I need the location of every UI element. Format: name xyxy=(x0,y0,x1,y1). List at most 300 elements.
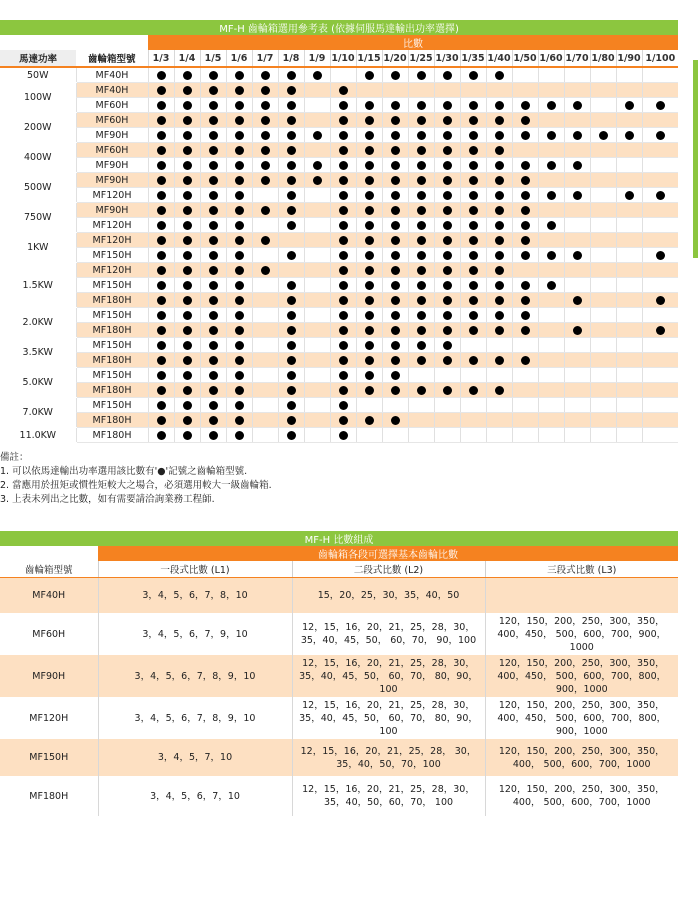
ratio-cell xyxy=(382,398,408,413)
availability-dot xyxy=(287,431,296,440)
stage2-header: 二段式比數 (L2) xyxy=(292,561,485,578)
ratio-cell xyxy=(356,428,382,443)
availability-dot xyxy=(287,221,296,230)
availability-dot xyxy=(521,206,530,215)
ratio-cell xyxy=(564,368,590,383)
ratio-cell xyxy=(330,338,356,353)
availability-dot xyxy=(365,161,374,170)
composition-model-header: 齒輪箱型號 xyxy=(0,561,98,578)
availability-dot xyxy=(235,416,244,425)
availability-dot xyxy=(339,401,348,410)
ratio-cell xyxy=(460,158,486,173)
availability-dot xyxy=(261,176,270,185)
gearbox-model-cell: MF150H xyxy=(76,398,148,413)
ratio-cell xyxy=(278,413,304,428)
ratio-cell xyxy=(590,248,616,263)
selection-row xyxy=(0,338,678,353)
stage2-cell: 12，15，16，20，21，25，28，30，35，40，50，60，70， 100 xyxy=(292,776,485,816)
ratio-tick-label: 1/60 xyxy=(538,50,564,67)
ratio-cell xyxy=(304,248,330,263)
ratio-cell xyxy=(460,263,486,278)
availability-dot xyxy=(417,311,426,320)
ratio-cell xyxy=(200,398,226,413)
ratio-cell xyxy=(434,113,460,128)
availability-dot xyxy=(469,311,478,320)
availability-dot xyxy=(365,71,374,80)
gearbox-model-cell: MF90H xyxy=(76,158,148,173)
ratio-cell xyxy=(512,98,538,113)
availability-dot xyxy=(339,146,348,155)
ratio-cell xyxy=(642,143,678,158)
availability-dot xyxy=(443,266,452,275)
availability-dot xyxy=(521,236,530,245)
ratio-cell xyxy=(200,83,226,98)
ratio-cell xyxy=(434,338,460,353)
ratio-cell xyxy=(642,83,678,98)
ratio-cell xyxy=(252,248,278,263)
ratio-cell xyxy=(460,413,486,428)
stage1-cell: 3，4，5，6，7，10 xyxy=(98,776,292,816)
availability-dot xyxy=(443,161,452,170)
composition-row xyxy=(0,613,678,655)
ratio-cell xyxy=(590,188,616,203)
ratio-cell xyxy=(356,67,382,83)
ratio-cell xyxy=(304,263,330,278)
stage3-cell: 120，150，200，250，300，350，400，450， 500，600，700，800， 900，1000 xyxy=(485,655,678,697)
availability-dot xyxy=(495,221,504,230)
availability-dot xyxy=(365,191,374,200)
notes-heading: 備註： xyxy=(0,452,29,463)
ratio-cell xyxy=(512,218,538,233)
stage1-cell: 3，4，5，6，7，8，9，10 xyxy=(98,655,292,697)
availability-dot xyxy=(391,176,400,185)
availability-dot xyxy=(157,431,166,440)
gearbox-model-cell: MF150H xyxy=(76,248,148,263)
composition-model-cell: MF120H xyxy=(29,712,69,724)
ratio-cell xyxy=(252,353,278,368)
ratio-cell xyxy=(148,173,174,188)
selection-row xyxy=(0,308,678,323)
motor-power-cell: 400W xyxy=(0,143,76,173)
ratio-tick-label: 1/15 xyxy=(356,50,382,67)
gearbox-model-cell: MF90H xyxy=(76,128,148,143)
ratio-cell xyxy=(408,263,434,278)
ratio-cell xyxy=(616,263,642,278)
ratio-cell xyxy=(226,308,252,323)
ratio-cell xyxy=(252,188,278,203)
availability-dot xyxy=(495,236,504,245)
ratio-cell xyxy=(564,143,590,158)
availability-dot xyxy=(547,221,556,230)
ratio-cell xyxy=(564,98,590,113)
availability-dot xyxy=(417,281,426,290)
ratio-cell xyxy=(330,428,356,443)
ratio-cell xyxy=(590,293,616,308)
ratio-cell xyxy=(252,323,278,338)
availability-dot xyxy=(157,221,166,230)
ratio-cell xyxy=(382,128,408,143)
ratio-cell xyxy=(174,308,200,323)
ratio-cell xyxy=(304,338,330,353)
ratio-cell xyxy=(356,368,382,383)
ratio-cell xyxy=(616,248,642,263)
ratio-cell xyxy=(590,383,616,398)
ratio-cell xyxy=(512,128,538,143)
ratio-cell xyxy=(512,308,538,323)
ratio-cell xyxy=(356,128,382,143)
availability-dot xyxy=(261,101,270,110)
availability-dot xyxy=(469,191,478,200)
availability-dot xyxy=(656,101,665,110)
availability-dot xyxy=(417,341,426,350)
ratio-cell xyxy=(486,278,512,293)
ratio-cell xyxy=(226,233,252,248)
ratio-cell xyxy=(148,338,174,353)
ratio-cell xyxy=(330,398,356,413)
availability-dot xyxy=(287,326,296,335)
ratio-cell xyxy=(408,413,434,428)
ratio-cell xyxy=(460,143,486,158)
availability-dot xyxy=(261,116,270,125)
ratio-tick-label: 1/8 xyxy=(278,50,304,67)
ratio-cell xyxy=(226,218,252,233)
ratio-cell xyxy=(174,173,200,188)
ratio-cell xyxy=(174,398,200,413)
availability-dot xyxy=(235,266,244,275)
availability-dot xyxy=(656,251,665,260)
ratio-cell xyxy=(148,188,174,203)
selection-table-title: MF-H 齒輪箱選用參考表 (依據伺服馬達輸出功率選擇) xyxy=(0,20,678,35)
availability-dot xyxy=(443,311,452,320)
ratio-cell xyxy=(278,293,304,308)
ratio-cell xyxy=(590,353,616,368)
availability-dot xyxy=(183,236,192,245)
availability-dot xyxy=(261,71,270,80)
composition-model-cell: MF60H xyxy=(32,628,66,640)
ratio-cell xyxy=(460,67,486,83)
ratio-cell xyxy=(330,67,356,83)
ratio-cell xyxy=(356,203,382,218)
ratio-cell xyxy=(356,308,382,323)
availability-dot xyxy=(521,356,530,365)
availability-dot xyxy=(235,341,244,350)
ratio-cell xyxy=(642,263,678,278)
availability-dot xyxy=(521,161,530,170)
ratio-cell xyxy=(616,278,642,293)
ratio-cell xyxy=(434,67,460,83)
availability-dot xyxy=(261,131,270,140)
gearbox-model-cell: MF180H xyxy=(76,413,148,428)
ratio-cell xyxy=(330,218,356,233)
availability-dot xyxy=(365,221,374,230)
availability-dot xyxy=(183,311,192,320)
availability-dot xyxy=(417,131,426,140)
availability-dot xyxy=(469,236,478,245)
ratio-cell xyxy=(330,353,356,368)
ratio-cell xyxy=(278,67,304,83)
availability-dot xyxy=(365,131,374,140)
availability-dot xyxy=(365,296,374,305)
ratio-cell xyxy=(226,248,252,263)
availability-dot xyxy=(235,386,244,395)
ratio-tick-label: 1/100 xyxy=(642,50,678,67)
selection-row xyxy=(0,98,678,113)
ratio-cell xyxy=(226,128,252,143)
availability-dot xyxy=(209,131,218,140)
note-line: 3. 上表未列出之比數，如有需要請洽詢業務工程師. xyxy=(0,494,215,505)
availability-dot xyxy=(209,401,218,410)
motor-power-cell: 2.0KW xyxy=(0,308,76,338)
ratio-cell xyxy=(434,203,460,218)
gearbox-model-cell: MF120H xyxy=(76,218,148,233)
ratio-cell xyxy=(408,98,434,113)
ratio-cell xyxy=(616,398,642,413)
availability-dot xyxy=(417,296,426,305)
availability-dot xyxy=(183,416,192,425)
composition-subtitle: 齒輪箱各段可選擇基本齒輪比數 xyxy=(98,546,678,561)
composition-row xyxy=(0,776,678,816)
ratio-cell xyxy=(356,218,382,233)
availability-dot xyxy=(417,266,426,275)
ratio-cell xyxy=(460,383,486,398)
ratio-cell xyxy=(278,158,304,173)
availability-dot xyxy=(469,326,478,335)
ratio-cell xyxy=(148,383,174,398)
ratio-cell xyxy=(356,83,382,98)
availability-dot xyxy=(443,71,452,80)
ratio-cell xyxy=(356,398,382,413)
availability-dot xyxy=(235,401,244,410)
ratio-cell xyxy=(382,428,408,443)
ratio-cell xyxy=(382,413,408,428)
availability-dot xyxy=(495,206,504,215)
availability-dot xyxy=(209,296,218,305)
availability-dot xyxy=(261,206,270,215)
ratio-cell xyxy=(200,353,226,368)
ratio-cell xyxy=(148,83,174,98)
availability-dot xyxy=(391,386,400,395)
gearbox-model-cell: MF150H xyxy=(76,278,148,293)
ratio-cell xyxy=(304,143,330,158)
gearbox-model-cell: MF60H xyxy=(76,143,148,158)
ratio-cell xyxy=(642,368,678,383)
selection-row xyxy=(0,173,678,188)
availability-dot xyxy=(157,191,166,200)
ratio-cell xyxy=(460,233,486,248)
availability-dot xyxy=(209,71,218,80)
selection-row xyxy=(0,248,678,263)
ratio-cell xyxy=(330,83,356,98)
selection-row xyxy=(0,428,678,443)
availability-dot xyxy=(391,206,400,215)
ratio-cell xyxy=(252,383,278,398)
note-line: 2. 當應用於扭矩或慣性矩較大之場合，必須選用較大一級齒輪箱. xyxy=(0,480,272,491)
availability-dot xyxy=(443,176,452,185)
selection-row xyxy=(0,413,678,428)
availability-dot xyxy=(417,191,426,200)
ratio-cell xyxy=(434,233,460,248)
ratio-cell xyxy=(564,308,590,323)
availability-dot xyxy=(495,116,504,125)
availability-dot xyxy=(417,221,426,230)
availability-dot xyxy=(339,221,348,230)
availability-dot xyxy=(469,116,478,125)
availability-dot xyxy=(547,251,556,260)
ratio-cell xyxy=(616,293,642,308)
availability-dot xyxy=(339,311,348,320)
availability-dot xyxy=(157,371,166,380)
ratio-tick-label: 1/50 xyxy=(512,50,538,67)
availability-dot xyxy=(495,131,504,140)
availability-dot xyxy=(339,116,348,125)
ratio-cell xyxy=(460,368,486,383)
ratio-cell xyxy=(200,413,226,428)
availability-dot xyxy=(157,296,166,305)
ratio-cell xyxy=(642,248,678,263)
ratio-cell xyxy=(486,338,512,353)
availability-dot xyxy=(235,131,244,140)
ratio-cell xyxy=(434,323,460,338)
availability-dot xyxy=(391,326,400,335)
ratio-cell xyxy=(486,263,512,278)
ratio-cell xyxy=(538,218,564,233)
availability-dot xyxy=(391,71,400,80)
ratio-cell xyxy=(278,368,304,383)
availability-dot xyxy=(391,236,400,245)
ratio-cell xyxy=(564,203,590,218)
availability-dot xyxy=(573,296,582,305)
ratio-cell xyxy=(512,67,538,83)
selection-row xyxy=(0,158,678,173)
ratio-header: 比數 xyxy=(148,35,678,50)
ratio-tick-label: 1/7 xyxy=(252,50,278,67)
availability-dot xyxy=(365,326,374,335)
availability-dot xyxy=(209,281,218,290)
ratio-cell xyxy=(512,368,538,383)
ratio-cell xyxy=(642,98,678,113)
ratio-cell xyxy=(252,67,278,83)
ratio-cell xyxy=(278,143,304,158)
ratio-cell xyxy=(642,398,678,413)
ratio-cell xyxy=(304,83,330,98)
ratio-cell xyxy=(642,113,678,128)
availability-dot xyxy=(235,206,244,215)
ratio-cell xyxy=(642,218,678,233)
ratio-cell xyxy=(434,308,460,323)
ratio-cell xyxy=(538,413,564,428)
composition-model-cell: MF90H xyxy=(0,655,98,697)
ratio-cell xyxy=(174,338,200,353)
ratio-cell xyxy=(174,263,200,278)
availability-dot xyxy=(287,281,296,290)
ratio-cell xyxy=(434,353,460,368)
availability-dot xyxy=(287,191,296,200)
ratio-cell xyxy=(512,173,538,188)
availability-dot xyxy=(443,281,452,290)
availability-dot xyxy=(287,116,296,125)
ratio-cell xyxy=(616,143,642,158)
ratio-cell xyxy=(200,323,226,338)
selection-row xyxy=(0,83,678,98)
ratio-cell xyxy=(200,278,226,293)
ratio-cell xyxy=(642,413,678,428)
availability-dot xyxy=(287,356,296,365)
ratio-cell xyxy=(252,293,278,308)
gearbox-model-cell: MF180H xyxy=(76,383,148,398)
ratio-cell xyxy=(538,338,564,353)
ratio-cell xyxy=(226,158,252,173)
availability-dot xyxy=(157,416,166,425)
availability-dot xyxy=(365,236,374,245)
ratio-cell xyxy=(538,98,564,113)
ratio-cell xyxy=(226,413,252,428)
ratio-cell xyxy=(486,368,512,383)
availability-dot xyxy=(339,416,348,425)
ratio-cell xyxy=(304,293,330,308)
availability-dot xyxy=(495,266,504,275)
ratio-cell xyxy=(512,188,538,203)
ratio-cell xyxy=(512,263,538,278)
selection-row xyxy=(0,113,678,128)
ratio-cell xyxy=(590,113,616,128)
availability-dot xyxy=(521,296,530,305)
ratio-cell xyxy=(330,413,356,428)
ratio-cell xyxy=(278,203,304,218)
ratio-cell xyxy=(252,368,278,383)
availability-dot xyxy=(656,191,665,200)
availability-dot xyxy=(656,296,665,305)
ratio-cell xyxy=(226,67,252,83)
ratio-cell xyxy=(148,218,174,233)
availability-dot xyxy=(365,206,374,215)
ratio-cell xyxy=(590,428,616,443)
availability-dot xyxy=(469,386,478,395)
availability-dot xyxy=(443,236,452,245)
availability-dot xyxy=(183,326,192,335)
availability-dot xyxy=(391,296,400,305)
ratio-cell xyxy=(226,278,252,293)
composition-model-cell: MF180H xyxy=(29,790,69,802)
availability-dot xyxy=(495,251,504,260)
availability-dot xyxy=(365,146,374,155)
ratio-cell xyxy=(564,353,590,368)
availability-dot xyxy=(417,236,426,245)
ratio-cell xyxy=(356,263,382,278)
ratio-cell xyxy=(200,113,226,128)
gearbox-model-cell: MF120H xyxy=(76,263,148,278)
ratio-cell xyxy=(200,308,226,323)
availability-dot xyxy=(573,326,582,335)
ratio-cell xyxy=(304,233,330,248)
ratio-cell xyxy=(538,248,564,263)
availability-dot xyxy=(521,191,530,200)
ratio-cell xyxy=(148,263,174,278)
stage3-header: 三段式比數 (L3) xyxy=(485,561,678,578)
ratio-tick-label: 1/90 xyxy=(616,50,642,67)
availability-dot xyxy=(573,191,582,200)
ratio-cell xyxy=(564,413,590,428)
ratio-cell xyxy=(200,428,226,443)
ratio-cell xyxy=(304,383,330,398)
ratio-cell xyxy=(460,203,486,218)
availability-dot xyxy=(157,281,166,290)
ratio-cell xyxy=(200,383,226,398)
availability-dot xyxy=(287,86,296,95)
ratio-cell xyxy=(408,173,434,188)
availability-dot xyxy=(495,146,504,155)
availability-dot xyxy=(287,176,296,185)
ratio-cell xyxy=(590,323,616,338)
